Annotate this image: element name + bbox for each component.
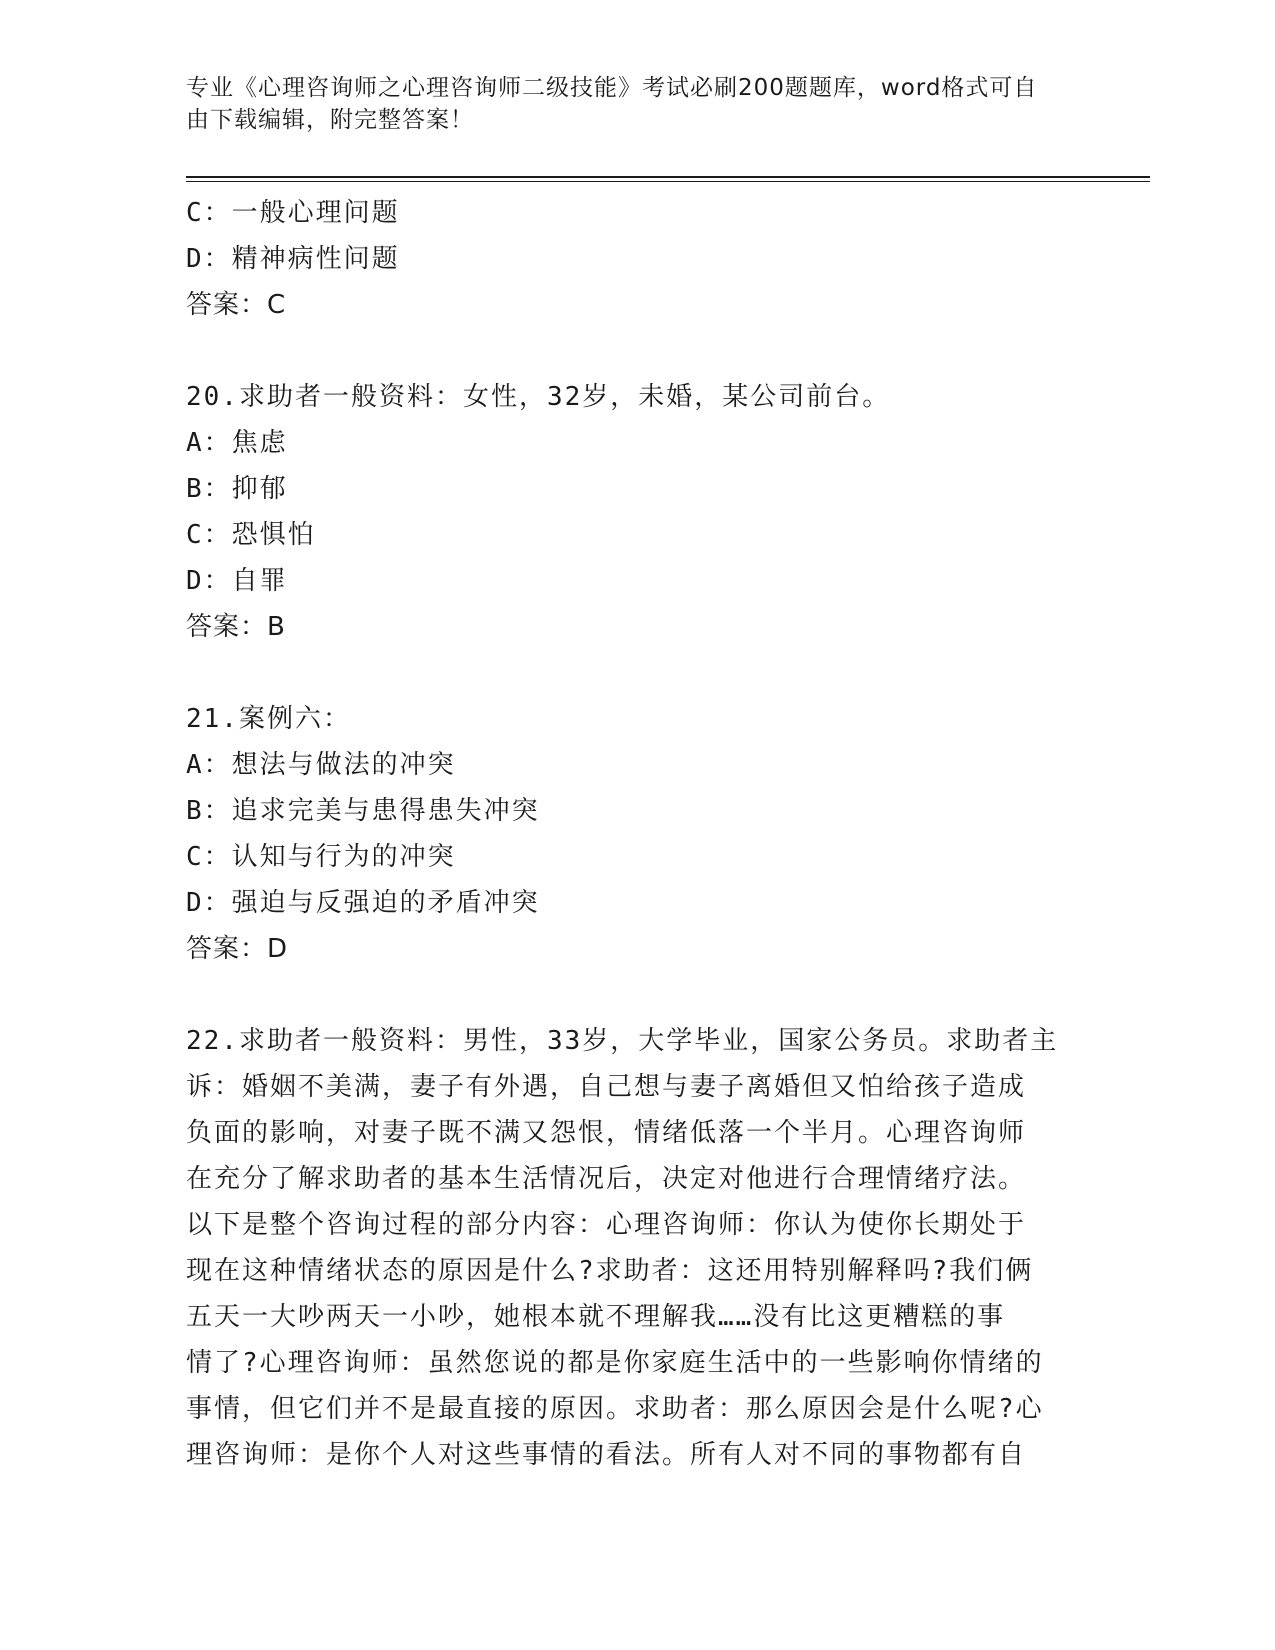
option-d: D：精神病性问题 xyxy=(186,244,400,274)
option-c: C：认知与行为的冲突 xyxy=(186,842,456,872)
header-line-1: 专业《心理咨询师之心理咨询师二级技能》考试必刷200题题库，word格式可自 xyxy=(186,75,1038,101)
spacer xyxy=(186,650,1086,696)
answer-line: 答案：C xyxy=(186,290,287,320)
question-text-line: 负面的影响，对妻子既不满又怨恨，情绪低落一个半月。心理咨询师 xyxy=(186,1118,1027,1148)
question-text-line: 理咨询师：是你个人对这些事情的看法。所有人对不同的事物都有自 xyxy=(186,1440,1027,1470)
question-19-block xyxy=(186,190,1086,328)
header-line-2: 由下载编辑，附完整答案！ xyxy=(186,107,474,133)
answer-line: 答案：B xyxy=(186,612,286,642)
header-divider-thin xyxy=(186,181,1150,182)
question-text-line: 22.求助者一般资料：男性，33岁，大学毕业，国家公务员。求助者主 xyxy=(186,1026,1059,1056)
document-header xyxy=(186,72,1066,136)
question-text-line: 诉：婚姻不美满，妻子有外遇，自己想与妻子离婚但又怕给孩子造成 xyxy=(186,1072,1027,1102)
option-b: B：抑郁 xyxy=(186,474,288,504)
question-text-line: 在充分了解求助者的基本生活情况后，决定对他进行合理情绪疗法。 xyxy=(186,1164,1027,1194)
question-20-block xyxy=(186,374,1086,650)
option-d: D：强迫与反强迫的矛盾冲突 xyxy=(186,888,540,918)
spacer xyxy=(186,972,1086,1018)
question-text-line: 现在这种情绪状态的原因是什么?求助者：这还用特别解释吗?我们俩 xyxy=(186,1256,1034,1286)
spacer xyxy=(186,328,1086,374)
question-content xyxy=(186,190,1086,1478)
question-stem: 20.求助者一般资料：女性，32岁，未婚，某公司前台。 xyxy=(186,382,891,412)
question-text-line: 五天一大吵两天一小吵，她根本就不理解我……没有比这更糟糕的事 xyxy=(186,1302,1006,1332)
question-text-line: 事情，但它们并不是最直接的原因。求助者：那么原因会是什么呢?心 xyxy=(186,1394,1044,1424)
question-stem: 21.案例六： xyxy=(186,704,351,734)
question-21-block xyxy=(186,696,1086,972)
option-d: D：自罪 xyxy=(186,566,288,596)
header-divider-thick xyxy=(186,176,1150,178)
option-a: A：焦虑 xyxy=(186,428,288,458)
option-b: B：追求完美与患得患失冲突 xyxy=(186,796,540,826)
question-22-block xyxy=(186,1018,1086,1478)
option-c: C：恐惧怕 xyxy=(186,520,316,550)
option-c: C：一般心理问题 xyxy=(186,198,400,228)
question-text-line: 情了?心理咨询师：虽然您说的都是你家庭生活中的一些影响你情绪的 xyxy=(186,1348,1044,1378)
answer-line: 答案：D xyxy=(186,934,289,964)
question-text-line: 以下是整个咨询过程的部分内容：心理咨询师：你认为使你长期处于 xyxy=(186,1210,1027,1240)
option-a: A：想法与做法的冲突 xyxy=(186,750,456,780)
